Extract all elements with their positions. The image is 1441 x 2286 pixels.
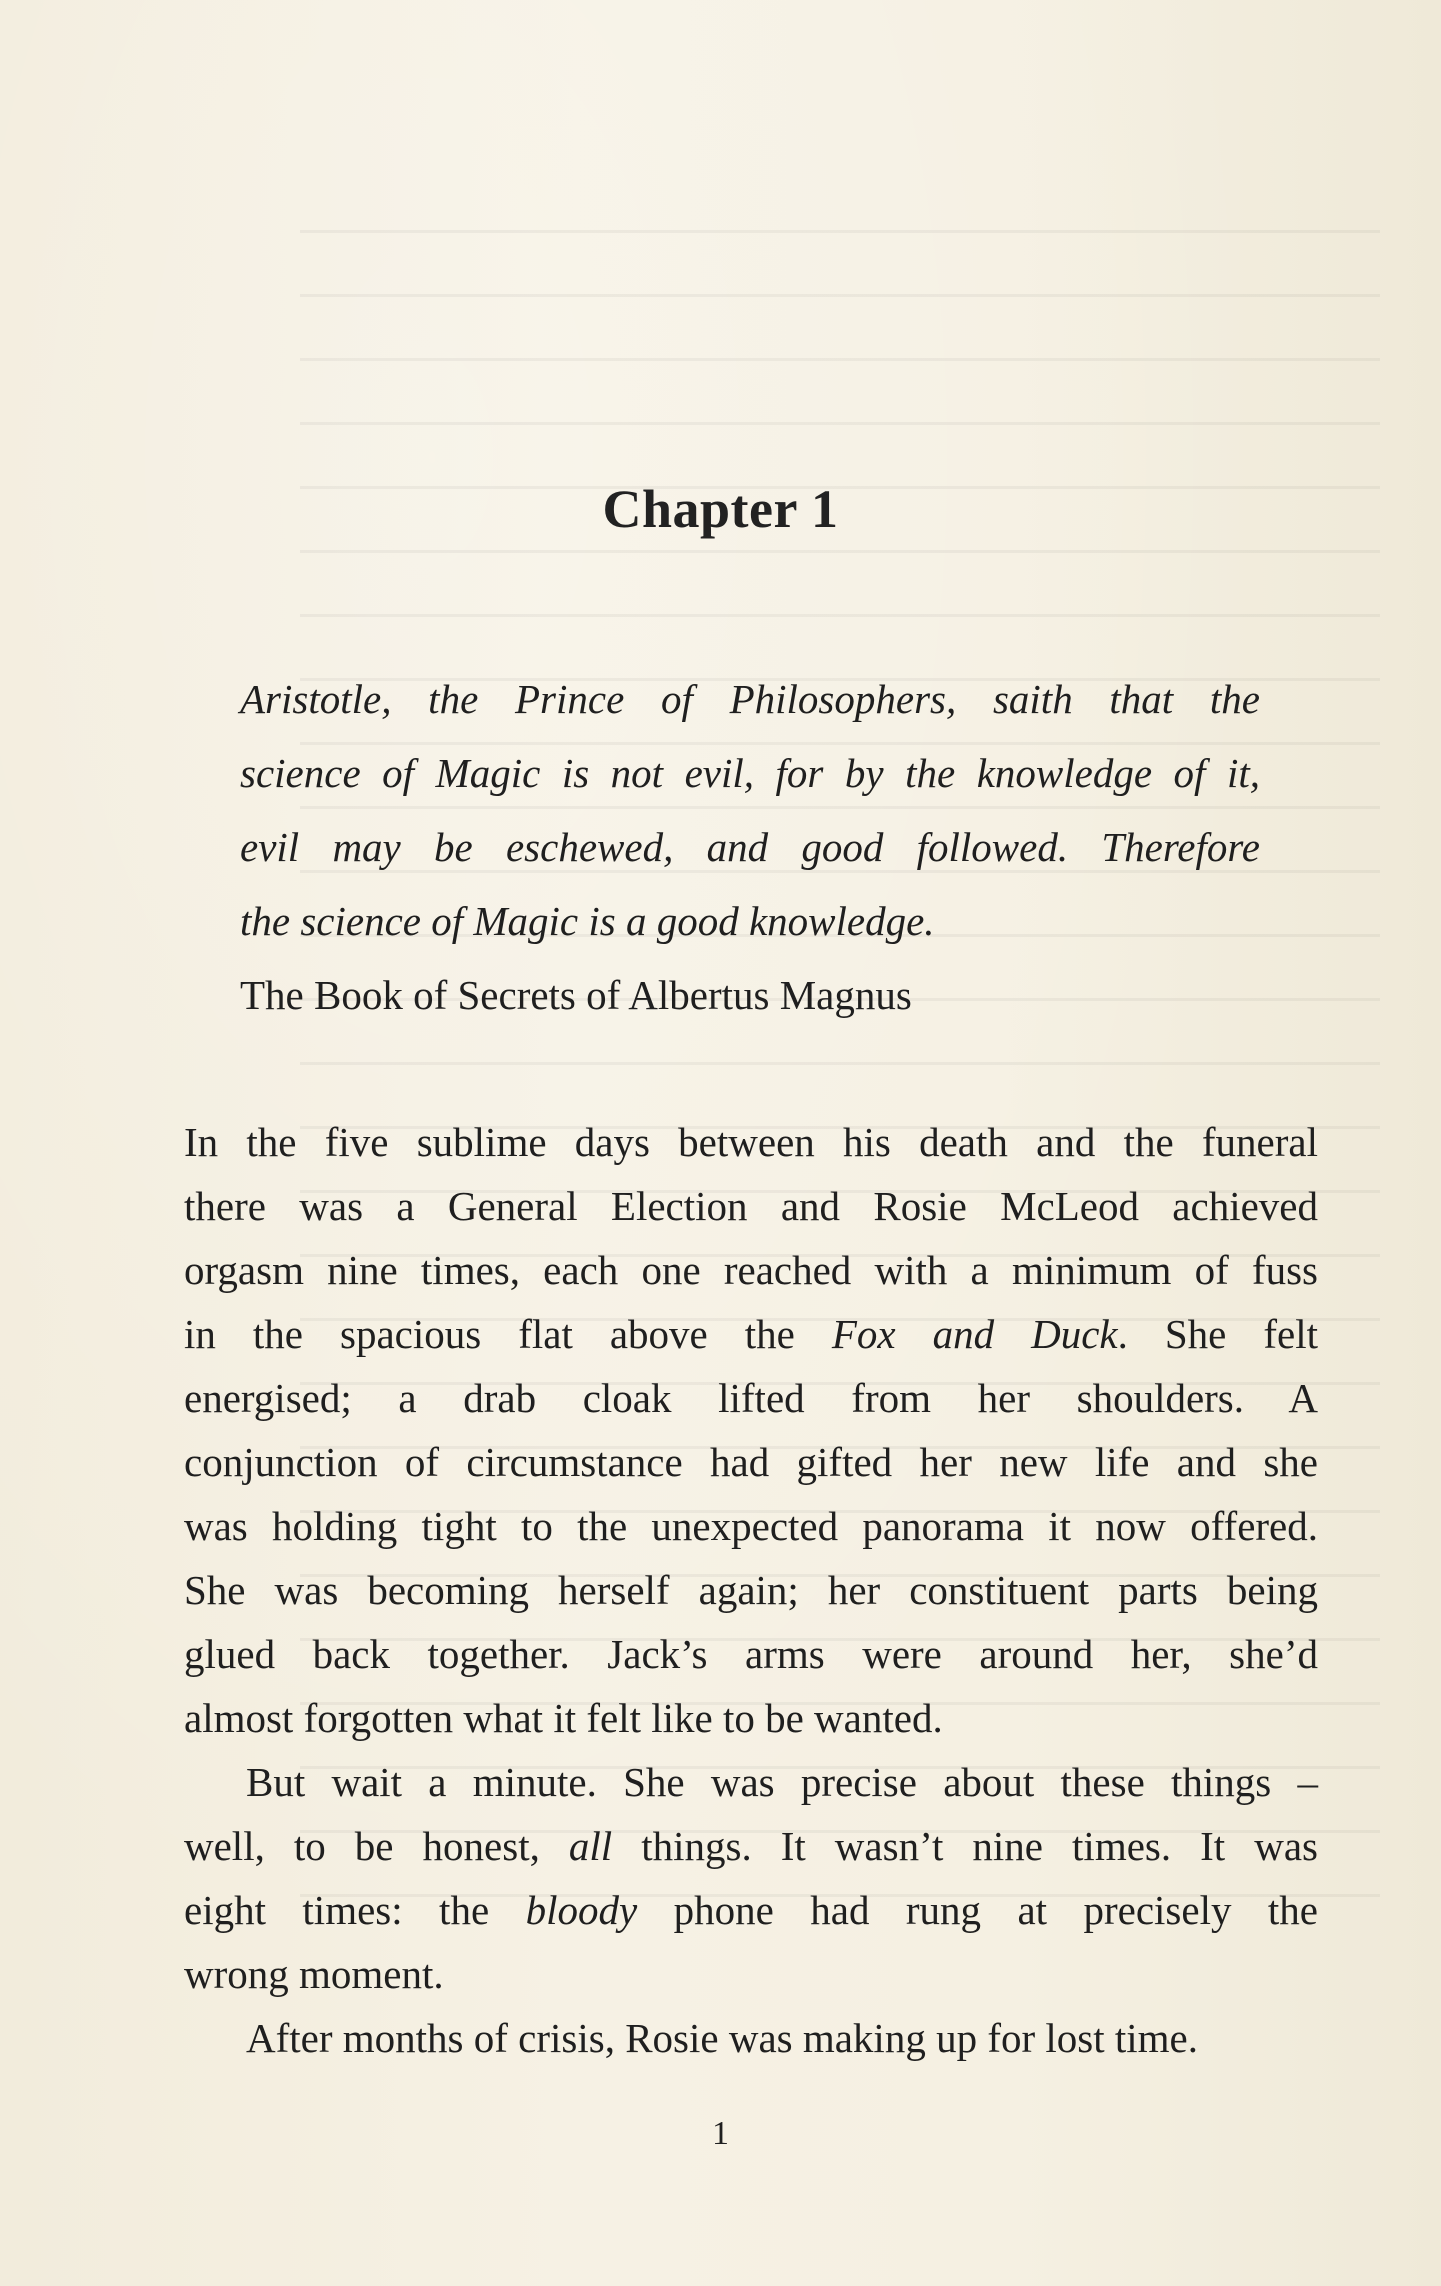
text-line: glued back together. Jack’s arms were around her, she’d — [184, 1631, 1318, 1677]
text-run: in the spacious flat above the — [184, 1311, 832, 1357]
text-line — [184, 1302, 1318, 1366]
epigraph-line: the science of Magic is a good knowledge. — [240, 898, 935, 944]
text-line: almost forgotten what it felt like to be wanted. — [184, 1695, 943, 1741]
text-line: After months of crisis, Rosie was making up for lost time. — [246, 2015, 1198, 2061]
text-line: In the five sublime days between his death and the funeral — [184, 1119, 1318, 1165]
epigraph-line: science of Magic is not evil, for by the knowledge of it, — [240, 750, 1260, 796]
text-line: She was becoming herself again; her constituent parts being — [184, 1567, 1318, 1613]
text-run: things. It wasn’t nine times. It was — [612, 1823, 1318, 1869]
chapter-title: Chapter 1 — [602, 479, 839, 539]
text-line: was holding tight to the unexpected panorama it now offered. — [184, 1503, 1318, 1549]
text-run: well, to be honest, — [184, 1823, 569, 1869]
text-line: there was a General Election and Rosie McLeod achieved — [184, 1183, 1318, 1229]
page-number: 1 — [712, 2115, 729, 2152]
text-line: orgasm nine times, each one reached with a minimum of fuss — [184, 1247, 1318, 1293]
text-line: wrong moment. — [184, 1951, 444, 1997]
text-line: energised; a drab cloak lifted from her shoulders. A — [184, 1375, 1318, 1421]
pub-name: Fox and Duck — [831, 1311, 1118, 1357]
body-text — [184, 1110, 1318, 2070]
emphasis: all — [568, 1823, 613, 1869]
epigraph — [240, 662, 1260, 1032]
text-run: eight times: the — [184, 1887, 526, 1933]
emphasis: bloody — [525, 1887, 638, 1933]
text-run: . She felt — [1117, 1311, 1319, 1357]
epigraph-line: evil may be eschewed, and good followed. Therefore — [240, 824, 1260, 870]
text-line — [184, 1814, 1318, 1878]
text-line: But wait a minute. She was precise about these things – — [246, 1759, 1318, 1805]
epigraph-line: Aristotle, the Prince of Philosophers, saith that the — [240, 676, 1260, 722]
text-line — [184, 1878, 1318, 1942]
epigraph-source: The Book of Secrets of Albertus Magnus — [240, 972, 912, 1018]
text-run: phone had rung at precisely the — [637, 1887, 1318, 1933]
text-line: conjunction of circumstance had gifted her new life and she — [184, 1439, 1318, 1485]
